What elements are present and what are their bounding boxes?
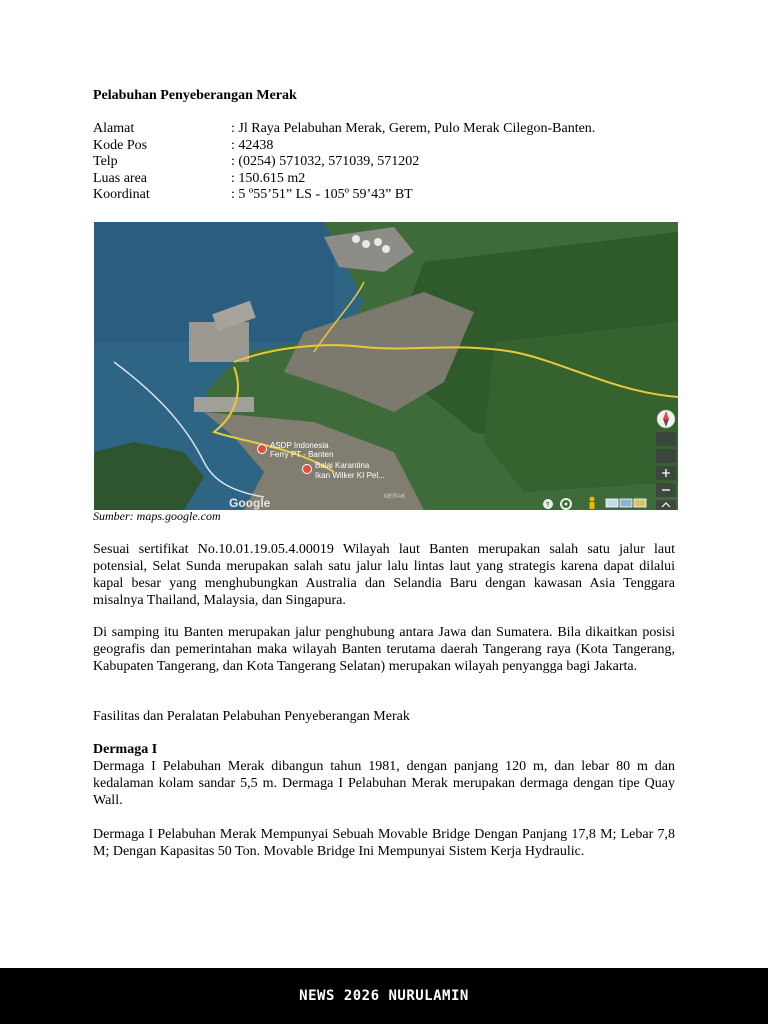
satellite-map[interactable] xyxy=(94,222,678,510)
info-row-kode-pos xyxy=(93,138,595,155)
help-icon[interactable] xyxy=(543,499,553,509)
marker-label-line1: Balai Karantina xyxy=(315,461,370,470)
info-table xyxy=(93,121,595,204)
info-value: : Jl Raya Pelabuhan Merak, Gerem, Pulo Merak Cilegon-Banten. xyxy=(231,121,596,136)
info-key: Kode Pos xyxy=(93,137,148,153)
info-row-koordinat xyxy=(93,187,595,204)
zoom-in-icon[interactable] xyxy=(656,466,676,480)
paragraph-sertifikat: Sesuai sertifikat No.10.01.19.05.4.00019 Wilayah laut Banten merupakan salah satu jalur laut potensial, Selat Sunda merupakan salah satu jalur lalu lintas laut yang strategis karena dapat dilalui kapal besar yang menghubungkan Australia dan Selandia Baru dengan kawasan Asia Tenggara misalnya Thailand, Malaysia, dan Singapura. xyxy=(93,542,675,608)
compass-icon[interactable] xyxy=(657,410,675,428)
collapse-icon[interactable] xyxy=(656,500,676,510)
info-key: Alamat xyxy=(93,121,135,136)
zoom-out-icon[interactable] xyxy=(656,483,676,497)
info-value: : 5 º55’51” LS - 105º 59’43” BT xyxy=(231,187,413,203)
marker-label-line2: Ikan Wilker KI Pel... xyxy=(315,471,385,480)
marker-label-line2: Ferry PT - Banten xyxy=(270,450,334,459)
svg-text:?: ? xyxy=(545,502,550,509)
map-place-label: MERAK xyxy=(384,494,406,500)
footer-banner xyxy=(0,968,768,1024)
locate-icon[interactable] xyxy=(656,449,676,463)
paragraph-fasilitas: Fasilitas dan Peralatan Pelabuhan Penyeberangan Merak xyxy=(93,709,410,724)
paragraph-movable-bridge: Dermaga I Pelabuhan Merak Mempunyai Sebuah Movable Bridge Dengan Panjang 17,8 M; Lebar 7,8 M; Dengan Kapasitas 50 Ton. Movable Bridge Ini Mempunyai Sistem Kerja Hydraulic. xyxy=(93,827,675,859)
page-title: Pelabuhan Penyeberangan Merak xyxy=(93,88,297,103)
info-value: : 150.615 m2 xyxy=(231,170,306,186)
footer-text: NEWS 2026 NURULAMIN xyxy=(299,988,469,1004)
heading-dermaga-i: Dermaga I xyxy=(93,742,158,757)
map-caption: Sumber: maps.google.com xyxy=(93,509,221,523)
info-value: : 42438 xyxy=(231,137,274,153)
info-value: : (0254) 571032, 571039, 571202 xyxy=(231,154,420,170)
info-row-alamat xyxy=(93,121,595,138)
zoom-level-icon[interactable] xyxy=(656,432,676,446)
paragraph-banten: Di samping itu Banten merupakan jalur penghubung antara Jawa dan Sumatera. Bila dikaitkan posisi geografis dan pemerintahan maka wilayah Banten terutama daerah Tangerang raya (Kota Tangerang, Kabupaten Tangerang, dan Kota Tangerang Selatan) merupakan wilayah penyangga bagi Jakarta. xyxy=(93,625,675,674)
pegman-icon[interactable] xyxy=(590,497,595,510)
google-logo: Google xyxy=(229,496,271,510)
map-type-thumbnails[interactable] xyxy=(606,499,646,507)
info-key: Telp xyxy=(93,154,118,170)
marker-label-line1: ASDP Indonesia xyxy=(270,441,329,450)
satellite-map-image xyxy=(94,222,678,510)
info-row-luas-area xyxy=(93,171,595,188)
info-row-telp xyxy=(93,154,595,171)
info-key: Koordinat xyxy=(93,187,150,203)
paragraph-dermaga-i: Dermaga I Pelabuhan Merak dibangun tahun 1981, dengan panjang 120 m, dan lebar 80 m dan kedalaman kolam sandar 5,5 m. Dermaga I Pelabuhan Merak merupakan dermaga dengan tipe Quay Wall. xyxy=(93,759,675,808)
info-key: Luas area xyxy=(93,170,148,186)
